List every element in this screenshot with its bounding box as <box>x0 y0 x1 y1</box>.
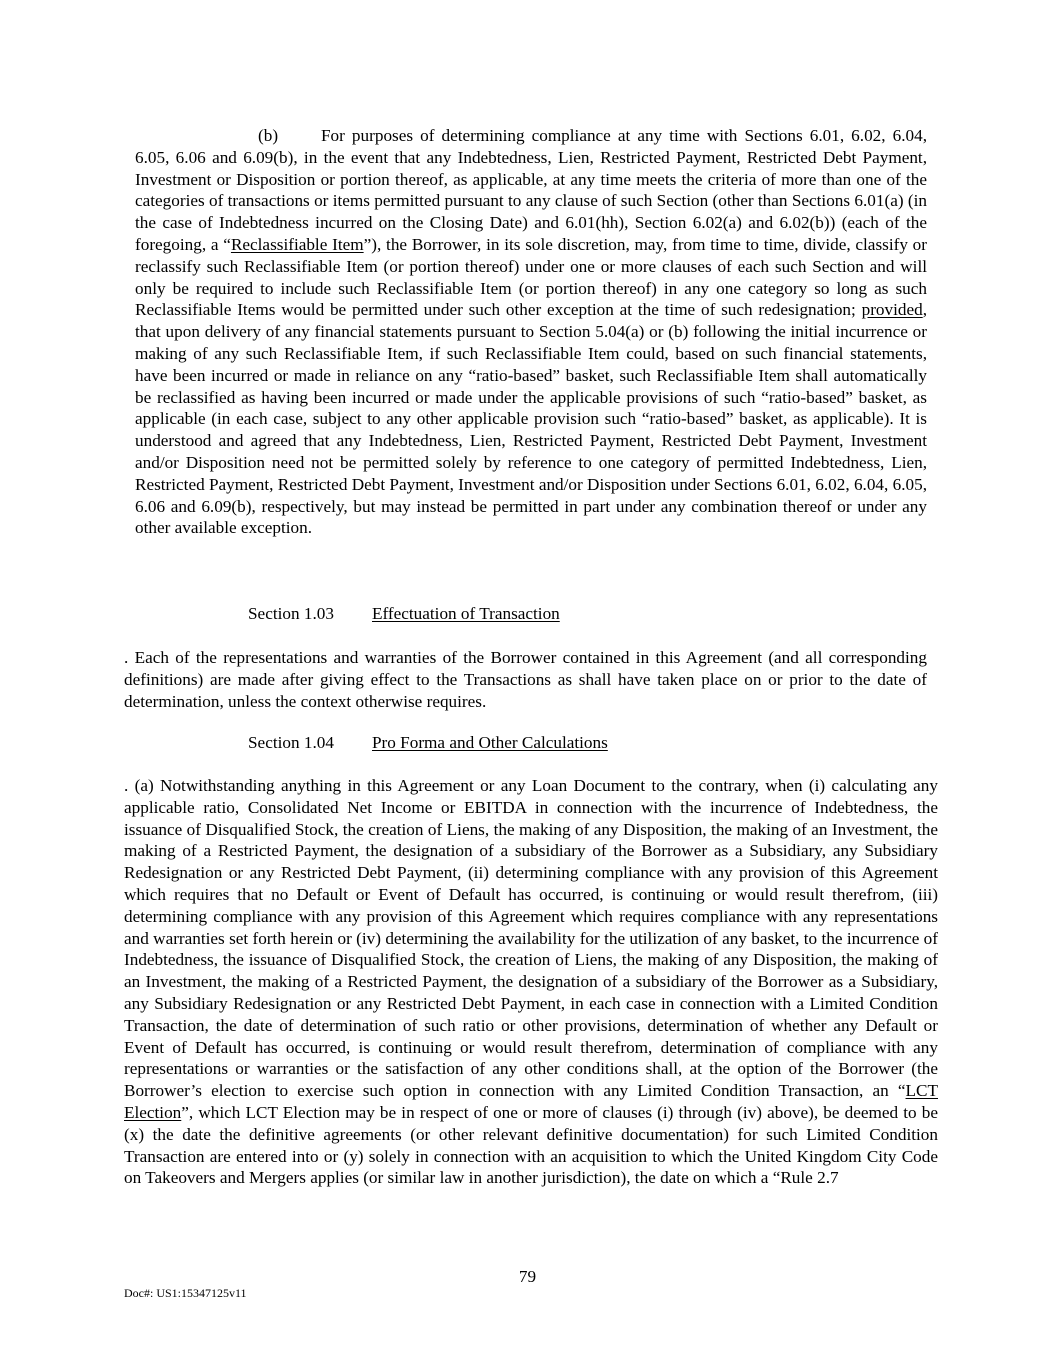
defined-term: LCT Election <box>124 1081 938 1122</box>
section-heading-1-03 <box>248 603 560 625</box>
paragraph-text: ”), the Borrower, in its sole discretion, may, from time to time, divide, classify or reclassify such Reclassifiable Item (or portion thereof) under one or more clauses of each such Section and will only be required to include such Reclassifiable Item (or portion thereof) in any one category so long as such Reclassifiable Items would be permitted under such other exception at the time of such redesignation; <box>135 234 928 320</box>
section-title: Effectuation of Transaction <box>372 604 560 623</box>
section-title: Pro Forma and Other Calculations <box>372 733 608 752</box>
paragraph-text: ”, which LCT Election may be in respect of one or more of clauses (i) through (iv) above), be deemed to be (x) the date the definitive agreements (or other relevant definitive documentation) for such Limited Condition Transaction are entered into or (y) solely in connection with an acquisition to which the United Kingdom City Code on Takeovers and Mergers applies (or similar law in another jurisdiction), the date on which a “Rule 2.7 <box>124 1102 938 1188</box>
section-number: Section 1.04 <box>248 733 334 752</box>
paragraph-text: . (a) Notwithstanding anything in this Agreement or any Loan Document to the contrary, when (i) calculating any applicable ratio, Consolidated Net Income or EBITDA in connection with the incurrence of Indebtedness, the issuance of Disqualified Stock, the creation of Liens, the making of any Disposition, the making of an Investment, the making of a Restricted Payment, the designation of a subsidiary of the Borrower as a Subsidiary, any Subsidiary Redesignation or any Restricted Debt Payment, (ii) determining compliance with any provision of this Agreement which requires that no Default or Event of Default has occurred, is continuing or would result therefrom, (iii) determining compliance with any provision of this Agreement which requires compliance with any representations and warranties set forth herein or (iv) determining the availability for the utilization of any basket, to the incurrence of Indebtedness, the issuance of Disqualified Stock, the creation of Liens, the making of any Disposition, the making of an Investment, the making of a Restricted Payment, the designation of a subsidiary of the Borrower as a Subsidiary, any Subsidiary Redesignation or any Restricted Debt Payment, in each case in connection with a Limited Condition Transaction, the date of determination of such ratio or other provisions, determination of whether any Default or Event of Default has occurred, is continuing or would result therefrom, determination of compliance with any representations or warranties or the satisfaction of any other conditions shall, at the option of the Borrower (the Borrower’s election to exercise such option in connection with any Limited Condition Transaction, an “ <box>124 776 938 1101</box>
paragraph-label: (b) <box>258 126 279 145</box>
section-number: Section 1.03 <box>248 604 334 623</box>
paragraph-text: , that upon delivery of any financial statements pursuant to Section 5.04(a) or (b) following the initial incurrence or making of any such Reclassifiable Item, if such Reclassifiable Item could, based on such financial statements, have been incurred or made in reliance on any “ratio-based” basket, such Reclassifiable Item shall automatically be reclassified as having been incurred or made under the applicable provisions of such “ratio-based” basket, as applicable (in each case, subject to any other applicable provision such “ratio-based” basket, as applicable). It is understood and agreed that any Indebtedness, Lien, Restricted Payment, Restricted Debt Payment, Investment and/or Disposition need not be permitted solely by reference to one category of permitted Indebtedness, Lien, Restricted Payment, Restricted Debt Payment, Investment and/or Disposition under Sections 6.01, 6.02, 6.04, 6.05, 6.06 and 6.09(b), respectively, but may instead be permitted in part under any combination thereof or under any other available exception. <box>135 300 927 538</box>
paragraph-b <box>135 125 927 539</box>
section-heading-1-04 <box>248 732 608 754</box>
defined-term: Reclassifiable Item <box>230 234 364 254</box>
section-body-1-03: . Each of the representations and warranties of the Borrower contained in this Agreement (and all corresponding definitions) are made after giving effect to the Transactions as shall have taken place on or prior to the date of determination, unless the context otherwise requires. <box>124 648 927 711</box>
paragraph-text: For purposes of determining compliance at any time with Sections 6.01, 6.02, 6.04, 6.05, 6.06 and 6.09(b), in the event that any Indebtedness, Lien, Restricted Payment, Restricted Debt Payment, Investment or Disposition or portion thereof, as applicable, at any time meets the criteria of more than one of the categories of transactions or items permitted pursuant to any clause of such Section (other than Sections 6.01(a) (in the case of Indebtedness incurred on the Closing Date) and 6.01(hh), Section 6.02(a) and 6.02(b)) (each of the foregoing, a “ <box>135 126 927 254</box>
section-body-1-04 <box>124 775 938 1189</box>
defined-term: provided <box>861 300 923 320</box>
document-id: Doc#: US1:15347125v11 <box>124 1286 247 1300</box>
page-number: 79 <box>518 1267 537 1286</box>
